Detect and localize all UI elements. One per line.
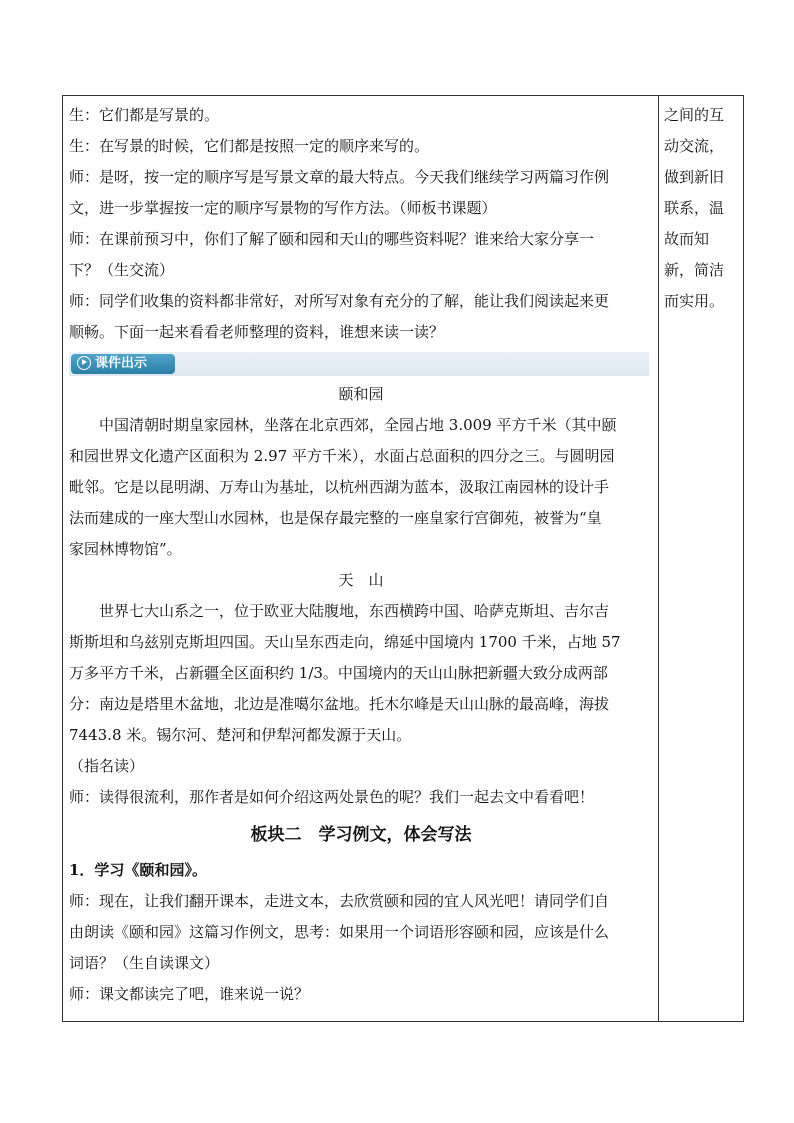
tianshan-line: 斯斯坦和乌兹别克斯坦四国。天山呈东西走向，绵延中国境内 1700 千米，占地 57	[69, 633, 621, 651]
text-line: 师：读得很流利，那作者是如何介绍这两处景色的呢？我们一起去文中看看吧！	[69, 788, 595, 806]
yihe-line: 法而建成的一座大型山水园林，也是保存最完整的一座皇家行宫御苑，被誉为“皇	[69, 509, 602, 527]
banner-tag	[71, 354, 175, 374]
text-line: 师：是呀，按一定的顺序写是写景文章的最大特点。今天我们继续学习两篇习作例	[69, 168, 610, 186]
text-line: 词语？（生自读课文）	[69, 954, 220, 972]
side-line: 新，简洁	[664, 261, 725, 279]
text-line: 顺畅。下面一起来看看老师整理的资料，谁想来读一读？	[69, 323, 445, 341]
side-line: 而实用。	[664, 292, 725, 310]
section-heading: 板块二 学习例文，体会写法	[250, 825, 472, 845]
side-line: 故而知	[664, 230, 710, 248]
courseware-banner	[69, 352, 651, 376]
text-line: 由朗读《颐和园》这篇习作例文，思考：如果用一个词语形容颐和园，应该是什么	[69, 923, 610, 941]
text-line: 文，进一步掌握按一定的顺序写景物的写作方法。（师板书课题）	[69, 199, 497, 217]
yihe-line: 中国清朝时期皇家园林，坐落在北京西郊，全园占地 3.009 平方千米（其中颐	[99, 416, 617, 434]
text-line: 师：现在，让我们翻开课本，走进文本，去欣赏颐和园的宜人风光吧！请同学们自	[69, 892, 610, 910]
text-line: 下？（生交流）	[69, 261, 175, 279]
banner-label: 课件出示	[95, 356, 148, 371]
text-line: 生：它们都是写景的。	[69, 106, 220, 124]
tianshan-line: 世界七大山系之一，位于欧亚大陆腹地，东西横跨中国、哈萨克斯坦、吉尔吉	[99, 602, 610, 620]
zhiming-line: （指名读）	[69, 757, 145, 775]
sub-heading: 1．学习《颐和园》。	[69, 861, 207, 879]
side-line: 之间的互	[664, 106, 725, 124]
side-line: 联系，温	[664, 199, 725, 217]
play-icon	[77, 356, 91, 370]
lesson-table	[62, 95, 744, 1022]
yihe-line: 和园世界文化遗产区面积为 2.97 平方千米），水面占总面积的四分之三。与圆明园	[69, 447, 615, 465]
main-column	[69, 100, 653, 1010]
tianshan-line: 万多平方千米，占新疆全区面积约 1/3。中国境内的天山山脉把新疆大致分成两部	[69, 664, 608, 682]
tianshan-title: 天 山	[338, 571, 384, 589]
side-line: 动交流，	[664, 137, 725, 155]
yihe-title: 颐和园	[338, 385, 384, 403]
yihe-line: 家园林博物馆”。	[69, 540, 182, 558]
text-line: 生：在写景的时候，它们都是按照一定的顺序来写的。	[69, 137, 430, 155]
tianshan-line: 7443.8 米。锡尔河、楚河和伊犁河都发源于天山。	[69, 726, 412, 744]
column-divider	[658, 96, 659, 1021]
text-line: 师：在课前预习中，你们了解了颐和园和天山的哪些资料呢？谁来给大家分享一	[69, 230, 595, 248]
side-column	[664, 100, 740, 317]
side-line: 做到新旧	[664, 168, 725, 186]
text-line: 师：同学们收集的资料都非常好，对所写对象有充分的了解，能让我们阅读起来更	[69, 292, 610, 310]
text-line: 师：课文都读完了吧，谁来说一说？	[69, 985, 310, 1003]
tianshan-line: 分：南边是塔里木盆地，北边是准噶尔盆地。托木尔峰是天山山脉的最高峰，海拔	[69, 695, 610, 713]
yihe-line: 毗邻。它是以昆明湖、万寿山为基址，以杭州西湖为蓝本，汲取江南园林的设计手	[69, 478, 610, 496]
